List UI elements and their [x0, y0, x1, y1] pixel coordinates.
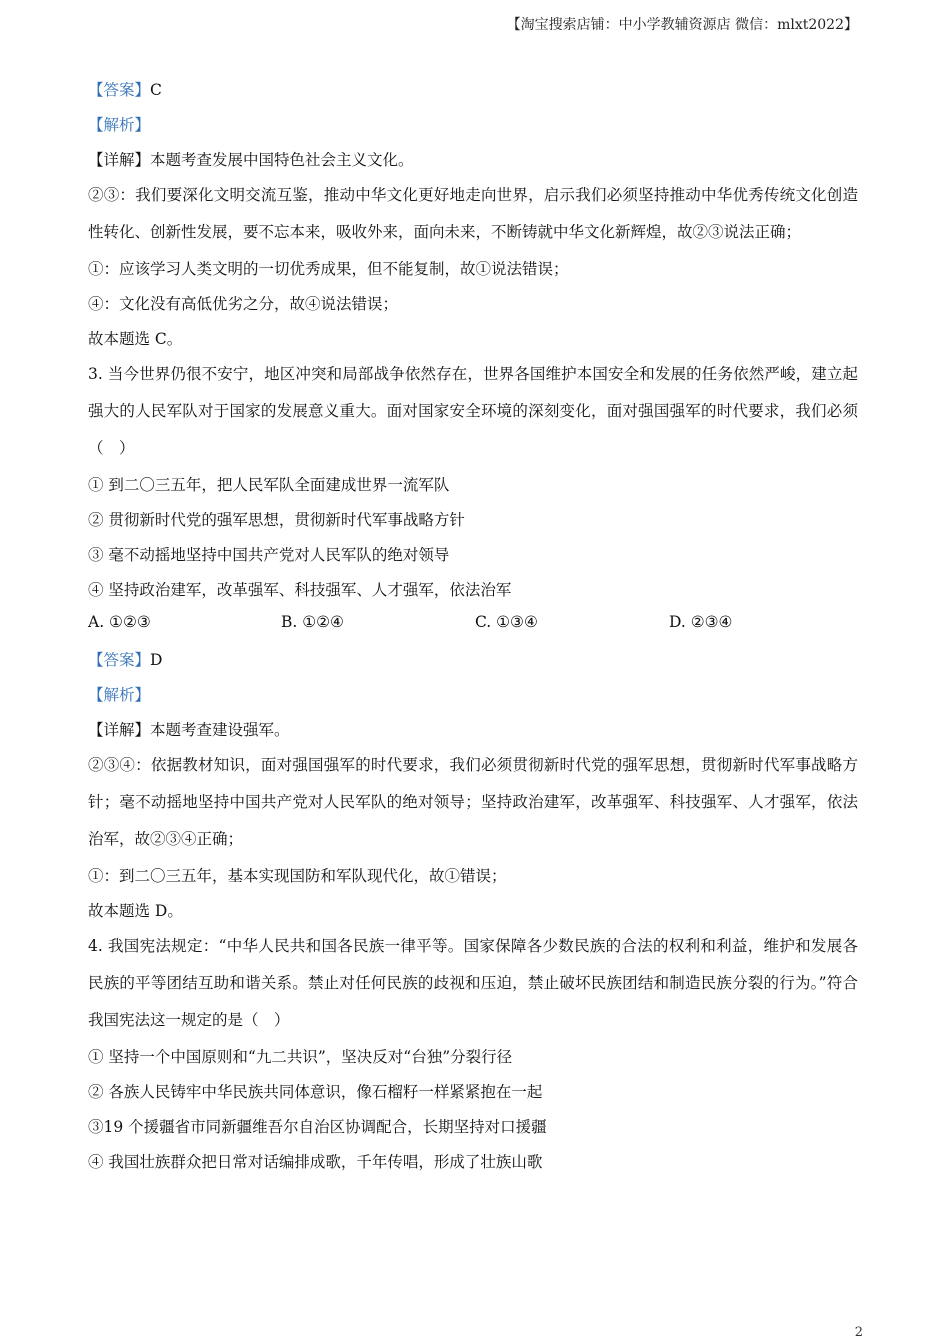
answer-tag: 【答案】	[88, 651, 151, 669]
page-header: 【淘宝搜索店铺：中小学教辅资源店 微信：mlxt2022】	[506, 17, 858, 33]
answer-value: C	[150, 81, 162, 99]
q3-item-1: ① 到二〇三五年，把人民军队全面建成世界一流军队	[88, 476, 450, 494]
q3-stem: 3. 当今世界仍很不安宁，地区冲突和局部战争依然存在，世界各国维护本国安全和发展的任务依然严峻，建立起强大的人民军队对于国家的发展意义重大。面对国家安全环境的深刻变化，面对强国强军的时代要求，我们必须（ ）	[88, 365, 858, 457]
q4-item-4: ④ 我国壮族群众把日常对话编排成歌，千年传唱，形成了壮族山歌	[88, 1153, 543, 1171]
q3-item-4: ④ 坚持政治建军，改革强军、科技强军、人才强军，依法治军	[88, 581, 512, 599]
q2-answer-line	[88, 78, 858, 102]
page-number: 2	[854, 1325, 863, 1340]
option-a: A. ①②③	[88, 613, 151, 631]
q4-item-2: ② 各族人民铸牢中华民族共同体意识，像石榴籽一样紧紧抱在一起	[88, 1083, 543, 1101]
q3-item-3: ③ 毫不动摇地坚持中国共产党对人民军队的绝对领导	[88, 546, 450, 564]
q3-analysis-tag: 【解析】	[88, 686, 151, 704]
answer-tag: 【答案】	[88, 81, 151, 99]
q3-paragraph-2: ①：到二〇三五年，基本实现国防和军队现代化，故①错误；	[88, 867, 507, 885]
option-b: B. ①②④	[281, 613, 344, 631]
q3-options	[88, 613, 858, 637]
answer-value: D	[150, 651, 163, 669]
q3-item-2: ② 贯彻新时代党的强军思想，贯彻新时代军事战略方针	[88, 511, 465, 529]
q2-paragraph-2: ①：应该学习人类文明的一切优秀成果，但不能复制，故①说法错误；	[88, 260, 569, 278]
q2-detail: 【详解】本题考查发展中国特色社会主义文化。	[88, 151, 414, 169]
q3-detail: 【详解】本题考查建设强军。	[88, 721, 290, 739]
q2-analysis-tag: 【解析】	[88, 116, 151, 134]
q2-conclusion: 故本题选 C。	[88, 330, 183, 348]
option-d: D. ②③④	[669, 613, 733, 631]
option-c: C. ①③④	[475, 613, 538, 631]
q4-item-3: ③19 个援疆省市同新疆维吾尔自治区协调配合，长期坚持对口援疆	[88, 1118, 547, 1136]
q2-paragraph-1: ②③：我们要深化文明交流互鉴，推动中华文化更好地走向世界，启示我们必须坚持推动中华优秀传统文化创造性转化、创新性发展，要不忘本来，吸收外来，面向未来，不断铸就中华文化新辉煌，故②③说法正确；	[88, 186, 858, 241]
q3-conclusion: 故本题选 D。	[88, 902, 183, 920]
q4-stem: 4. 我国宪法规定：“中华人民共和国各民族一律平等。国家保障各少数民族的合法的权利和利益，维护和发展各民族的平等团结互助和谐关系。禁止对任何民族的歧视和压迫，禁止破坏民族团结和制造民族分裂的行为。”符合我国宪法这一规定的是（ ）	[88, 937, 858, 1029]
q3-paragraph-1: ②③④：依据教材知识，面对强国强军的时代要求，我们必须贯彻新时代党的强军思想，贯彻新时代军事战略方针；毫不动摇地坚持中国共产党对人民军队的绝对领导；坚持政治建军，改革强军、科技强军、人才强军，依法治军，故②③④正确；	[88, 756, 858, 848]
q2-paragraph-3: ④：文化没有高低优劣之分，故④说法错误；	[88, 295, 399, 313]
q4-item-1: ① 坚持一个中国原则和“九二共识”，坚决反对“台独”分裂行径	[88, 1048, 513, 1066]
q3-answer-line	[88, 648, 858, 672]
document-body	[88, 78, 858, 1174]
